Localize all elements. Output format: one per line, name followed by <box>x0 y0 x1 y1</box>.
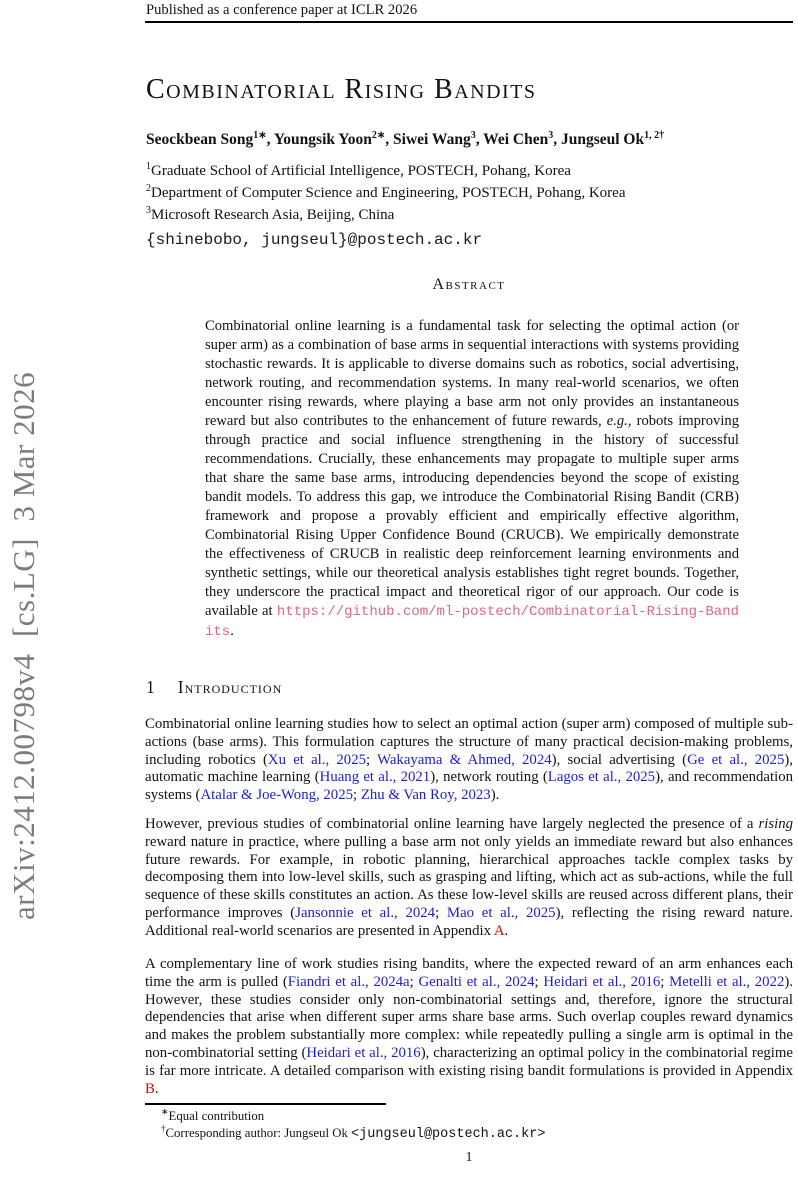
text-segment: ). However, these studies consider only non-combinatorial settings and, therefore, ignore the structural dependencies that arise when different super arms share base arms. Such overlap couples reward dynamics and makes the problem substantially more complex: while repeatedly pulling a single arm is optimal in the non-combinatorial setting ( <box>145 973 794 1061</box>
text-segment: ), and recommendation systems ( <box>145 769 793 804</box>
footnote-corresponding-author <box>145 1123 793 1142</box>
author-name: , Jungseul Ok <box>553 131 645 148</box>
text-segment: Combinatorial online learning studies how to select an optimal action (super arm) composed of multiple sub-actions (base arms). This formulation captures the structure of many practical decision-making problems, including robotics ( <box>145 716 793 768</box>
text-segment: ; <box>366 751 378 768</box>
superscript-marker: 1∗ <box>253 129 267 141</box>
citation-link[interactable]: Lagos et al., 2025 <box>547 769 656 786</box>
superscript-marker: 3 <box>470 129 476 141</box>
superscript-marker: 3 <box>146 205 151 216</box>
text-segment: ), network routing ( <box>430 769 548 786</box>
author-name: , Siwei Wang <box>385 131 471 148</box>
intro-paragraph-2 <box>145 816 793 941</box>
abstract-body <box>205 317 739 642</box>
citation-link[interactable]: Wakayama & Ahmed, 2024 <box>377 751 552 768</box>
text-segment: ). <box>490 787 500 804</box>
affiliation-3 <box>146 204 794 226</box>
superscript-marker: 1 <box>146 161 151 172</box>
text-segment: ; <box>534 973 544 990</box>
code-repo-link[interactable]: https://github.com/ml-postech/Combinatorial-Rising-Bandits <box>205 604 739 640</box>
section-title: Introduction <box>177 677 283 697</box>
author-name: Seockbean Song <box>146 131 254 148</box>
superscript-marker: 1, 2† <box>644 129 665 141</box>
citation-link[interactable]: Genalti et al., 2024 <box>418 973 535 990</box>
footnote-marker: † <box>161 1123 166 1134</box>
text-segment: Graduate School of Artificial Intelligence, POSTECH, Pohang, Korea <box>151 163 571 179</box>
conference-header: Published as a conference paper at ICLR 2026 <box>146 2 418 18</box>
text-segment: ; <box>353 787 361 804</box>
text-segment: Corresponding author: Jungseul Ok <box>165 1126 352 1140</box>
italic-text: e.g. <box>606 413 628 429</box>
text-segment: ; <box>409 973 419 990</box>
superscript-marker: 2 <box>146 183 151 194</box>
citation-link[interactable]: Heidari et al., 2016 <box>306 1044 421 1061</box>
author-name: , Youngsik Yoon <box>266 131 372 148</box>
abstract-heading: Abstract <box>432 276 506 293</box>
superscript-marker: 2∗ <box>371 129 386 141</box>
header-rule <box>145 21 793 23</box>
footnote-marker: ∗ <box>161 1106 169 1117</box>
superscript-marker: 3 <box>548 129 554 141</box>
author-name: , Wei Chen <box>475 131 549 148</box>
text-segment: Equal contribution <box>168 1109 265 1123</box>
email-mono-text: <jungseul@postech.ac.kr> <box>351 1127 546 1142</box>
text-segment: Microsoft Research Asia, Beijing, China <box>151 207 395 223</box>
intro-paragraph-1 <box>145 716 793 805</box>
text-segment: ), reflecting the rising reward nature. Additional real-world scenarios are presented in Appendix <box>145 904 794 939</box>
text-segment: . <box>154 1080 159 1097</box>
intro-paragraph-3 <box>145 956 793 1098</box>
contact-emails: {shinebobo, jungseul}@postech.ac.kr <box>146 231 483 249</box>
text-segment: . <box>230 623 234 639</box>
citation-link[interactable]: Jansonnie et al., 2024 <box>295 904 436 921</box>
text-segment: . <box>504 922 509 939</box>
text-segment: ; <box>660 973 670 990</box>
text-segment: ), social advertising ( <box>551 751 688 768</box>
citation-link[interactable]: Huang et al., 2021 <box>319 769 431 786</box>
text-segment: reward nature in practice, where pulling a base arm not only yields an immediate reward but also enhances future rewards. For example, in robotic planning, hierarchical approaches tackle complex tasks by decomposing them into low-level skills, such as grasping and lifting, which act as sub-actions, while the full sequence of these skills constitutes an action. As these low-level skills are reused across different plans, their performance improves ( <box>145 833 793 921</box>
text-segment: However, previous studies of combinatorial online learning have largely neglected the presence of a <box>145 816 759 832</box>
text-segment: ; <box>435 904 447 921</box>
citation-link[interactable]: Metelli et al., 2022 <box>669 973 785 990</box>
text-segment: Department of Computer Science and Engineering, POSTECH, Pohang, Korea <box>151 185 626 201</box>
text-segment: A complementary line of work studies rising bandits, where the expected reward of an arm enhances each time the arm is pulled ( <box>145 956 793 990</box>
affiliation-1 <box>146 160 794 182</box>
italic-text: rising <box>758 816 793 832</box>
citation-link[interactable]: Ge et al., 2025 <box>687 751 785 768</box>
affiliations-block <box>146 160 794 226</box>
affiliation-2 <box>146 182 794 204</box>
text-segment: ), automatic machine learning ( <box>145 751 793 786</box>
citation-link[interactable]: Zhu & Van Roy, 2023 <box>360 787 491 804</box>
footnote-equal-contribution <box>145 1106 793 1124</box>
text-segment: Combinatorial online learning is a fundamental task for selecting the optimal action (or super arm) as a combination of base arms in sequential interactions with systems providing stochastic rewards. It is applicable to diverse domains such as robotics, social advertising, network routing, and recommendation systems. In many real-world scenarios, we often encounter rising rewards, where playing a base arm not only provides an instantaneous reward but also contributes to the enhancement of future rewards, <box>205 318 739 429</box>
authors-line <box>146 131 794 149</box>
citation-link[interactable]: Xu et al., 2025 <box>267 751 367 768</box>
footnote-rule <box>145 1103 386 1105</box>
appendix-ref-link[interactable]: A <box>493 922 505 939</box>
arxiv-watermark: arXiv:2412.00798v4 [cs.LG] 3 Mar 2026 <box>6 371 41 920</box>
section-number: 1 <box>146 677 155 697</box>
paper-title: Combinatorial Rising Bandits <box>146 74 537 105</box>
page-number: 1 <box>465 1150 473 1165</box>
section-heading-introduction <box>146 677 282 698</box>
citation-link[interactable]: Fiandri et al., 2024a <box>287 973 410 990</box>
appendix-ref-link[interactable]: B <box>145 1080 155 1097</box>
citation-link[interactable]: Atalar & Joe-Wong, 2025 <box>200 787 353 804</box>
citation-link[interactable]: Mao et al., 2025 <box>446 904 556 921</box>
text-segment: , robots improving through practice and social influence strengthening in the history of successful recommendations. Crucially, these enhancements may propagate to multiple super arms that share the same base arms, introducing dependencies beyond the scope of existing bandit models. To address this gap, we introduce the Combinatorial Rising Bandit (CRB) framework and propose a provably efficient and empirically effective algorithm, Combinatorial Rising Upper Confidence Bound (CRUCB). We empirically demonstrate the effectiveness of CRUCB in realistic deep reinforcement learning environments and synthetic settings, while our theoretical analysis establishes tight regret bounds. Together, they underscore the practical impact and theoretical rigor of our approach. Our code is available at <box>205 413 739 619</box>
text-segment: ), characterizing an optimal policy in the combinatorial regime is far more intricate. A detailed comparison with existing rising bandit formulations is provided in Appendix <box>145 1044 793 1079</box>
citation-link[interactable]: Heidari et al., 2016 <box>543 973 661 990</box>
